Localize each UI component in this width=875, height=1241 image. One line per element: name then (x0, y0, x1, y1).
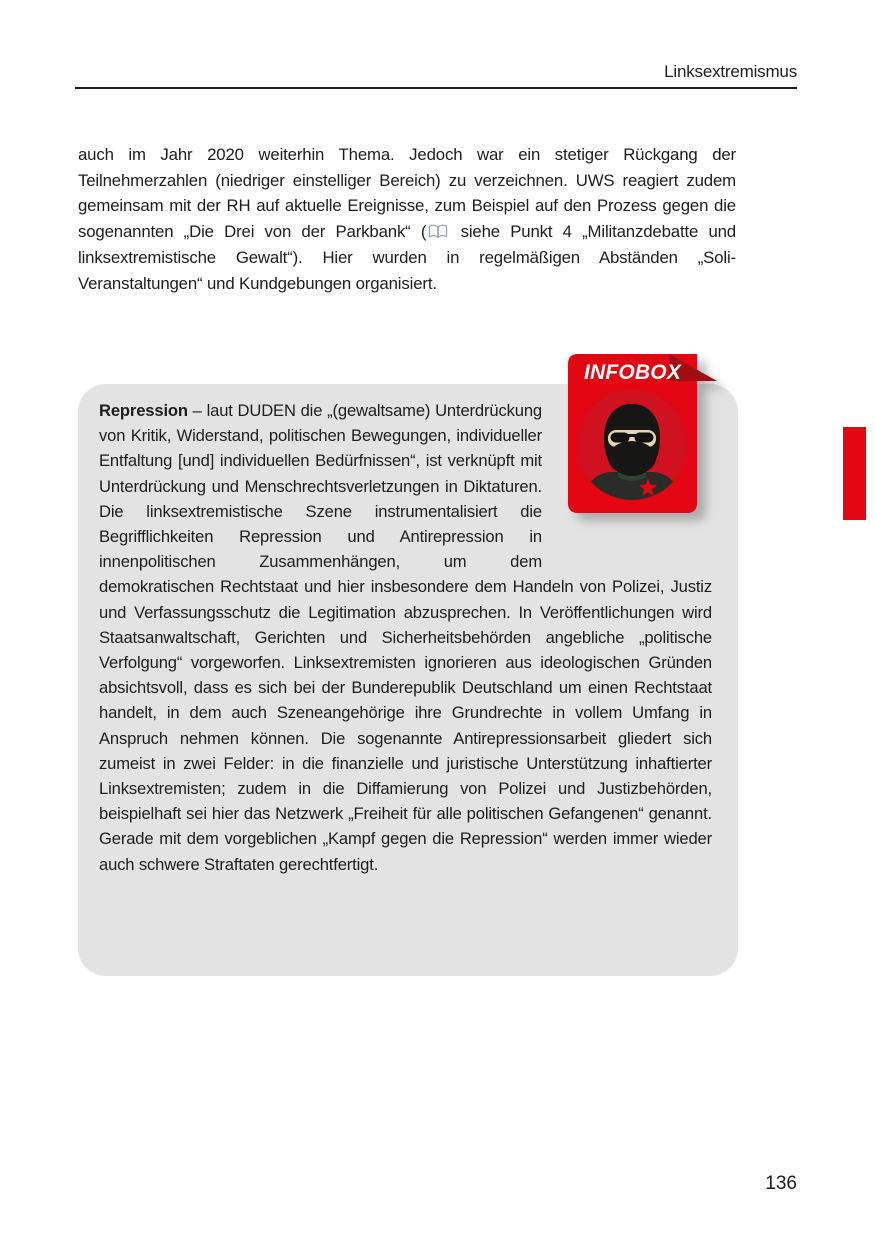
open-book-icon (428, 224, 448, 239)
infobox-text-body: – laut DUDEN die „(gewaltsame) Unterdrückung von Kritik, Widerstand, politischen Bewegungen, individueller Entfaltung [und] individuellen Bedürfnissen“, ist verknüpft mit Unterdrückung und Menschrechtsverletzungen in Diktaturen. Die linksextremistische Szene instrumentalisiert die Begrifflichkeiten Repression und Antirepression in innenpolitischen Zusammenhängen, um dem demokratischen Rechtstaat und hier insbesondere dem Handeln von Polizei, Justiz und Verfassungsschutz die Legitimation abzusprechen. In Veröffentlichungen wird Staatsanwaltschaft, Gerichten und Sicherheitsbehörden angebliche „politische Verfolgung“ vorgeworfen. Linksextremisten ignorieren aus ideologischen Gründen absichtsvoll, dass es sich bei der Bunderepublik Deutschland um einen Rechtstaat handelt, in dem auch Szeneangehörige ihre Grundrechte in vollem Umfang in Anspruch nehmen können. Die sogenannte Antirepressionsarbeit gliedert sich zumeist in zwei Felder: in die finanzielle und juristische Unterstützung inhaftierter Linksextremisten; zudem in die Diffamierung von Polizei und Justizbehörden, beispielhaft sei hier das Netzwerk „Freiheit für alle politischen Gefangenen“ genannt. Gerade mit dem vorgeblichen „Kampf gegen die Repression“ werden immer wieder auch schwere Straftaten gerechtfertigt. (99, 401, 712, 874)
page-number: 136 (765, 1173, 797, 1194)
header-divider-line (75, 87, 797, 89)
infobox-term: Repression (99, 401, 188, 420)
chapter-tab-marker (843, 427, 866, 520)
body-paragraph-part1: auch im Jahr 2020 weiterhin Thema. Jedoch war ein stetiger Rückgang der Teilnehmerzahlen (niedriger einstelliger Bereich) zu verzeichnen. UWS reagiert zudem gemeinsam mit der RH auf aktuelle Ereignisse, zum Beispiel auf den Prozess gegen die sogenannten „Die Drei von der Parkbank“ ( (78, 145, 736, 242)
page-header-title: Linksextremismus (664, 62, 797, 81)
infobox-badge (568, 354, 718, 514)
infobox-badge-label: INFOBOX (583, 361, 682, 384)
body-paragraph (78, 142, 736, 296)
body-paragraph-part2: siehe Punkt 4 „Militanzdebatte und linksextremistische Gewalt“). Hier wurden in regelmäßigen Abständen „Soli-Veranstaltungen“ und Kundgebungen organisiert. (78, 222, 736, 293)
